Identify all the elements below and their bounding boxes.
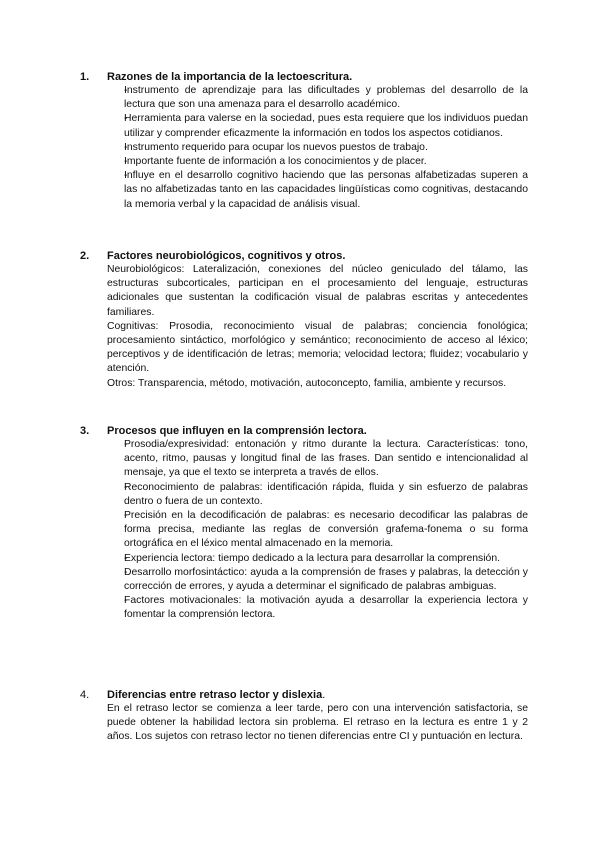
section-number: 1. [80, 71, 90, 83]
section-number: 4. [80, 689, 90, 701]
section-4 [80, 688, 528, 745]
section-number: 2. [80, 250, 90, 262]
section-heading-suffix: . [322, 689, 326, 701]
list-item: - Importante fuente de información a los conocimientos y de placer. [80, 155, 528, 169]
list-item: - Reconocimiento de palabras: identificación rápida, fluida y sin esfuerzo de palabras dentro o fuera de un contexto. [80, 481, 528, 509]
section-heading-text: Diferencias entre retraso lector y dislexia [107, 689, 323, 701]
bullet-list [80, 438, 528, 623]
paragraph: Otros: Transparencia, método, motivación, autoconcepto, familia, ambiente y recursos. [107, 377, 507, 389]
paragraph: Neurobiológicos: Lateralización, conexiones del núcleo geniculado del tálamo, las estructuras subcorticales, participan en el procesamiento del lenguaje, estructuras adicionales que sustentan la codificación visual de palabras escritas y antecedentes familiares. [107, 264, 528, 318]
section-1 [80, 70, 528, 212]
list-item: - Desarrollo morfosintáctico: ayuda a la comprensión de frases y palabras, la detección y corrección de errores, y ayuda a determinar el significado de palabras ambiguas. [80, 566, 528, 594]
paragraph: En el retraso lector se comienza a leer tarde, pero con una intervención satisfactoria, se puede obtener la habilidad lectora sin problema. El retraso en la lectura es entre 1 y 2 años. Los sujetos con retraso lector no tienen diferencias entre CI y puntuación en lectura. [107, 703, 528, 743]
section-heading: Factores neurobiológicos, cognitivos y otros. [107, 250, 346, 262]
list-item: - Herramienta para valerse en la sociedad, pues esta requiere que los individuos puedan utilizar y comprender eficazmente la información en todos los aspectos cotidianos. [80, 112, 528, 140]
list-item: - Influye en el desarrollo cognitivo haciendo que las personas alfabetizadas superen a las no alfabetizadas tanto en las capacidades lingüísticas como cognitivas, destacando la memoria verbal y la capacidad de análisis visual. [80, 169, 528, 212]
list-item: - Instrumento de aprendizaje para las dificultades y problemas del desarrollo de la lectura que son una amenaza para el desarrollo académico. [80, 84, 528, 112]
list-item: - Prosodia/expresividad: entonación y ritmo durante la lectura. Características: tono, acento, ritmo, pausas y longitud final de las frases. Dan sentido e intencionalidad al mensaje, ya que el texto se interpreta a través de ellos. [80, 438, 528, 481]
section-heading [107, 688, 528, 702]
list-item: - Instrumento requerido para ocupar los nuevos puestos de trabajo. [80, 141, 528, 155]
section-heading: Razones de la importancia de la lectoescritura. [107, 71, 353, 83]
paragraph: Cognitivas: Prosodia, reconocimiento visual de palabras; conciencia fonológica; procesamiento sintáctico, morfológico y semántico; reconocimiento de acceso al léxico; perceptivos y de identificación de letras; memoria; velocidad lectora; fluidez; vocabulario y atención. [107, 320, 528, 375]
list-item: - Experiencia lectora: tiempo dedicado a la lectura para desarrollar la comprensión. [80, 552, 528, 566]
section-2 [80, 249, 528, 391]
bullet-list [80, 84, 528, 212]
section-number: 3. [80, 425, 90, 437]
list-item: - Factores motivacionales: la motivación ayuda a desarrollar la experiencia lectora y fomentar la comprensión lectora. [80, 594, 528, 622]
section-3 [80, 424, 528, 623]
list-item: - Precisión en la decodificación de palabras: es necesario decodificar las palabras de forma precisa, mediante las reglas de conversión grafema-fonema o su forma ortográfica en el léxico mental almacenado en la memoria. [80, 509, 528, 552]
section-heading: Procesos que influyen en la comprensión lectora. [107, 425, 367, 437]
